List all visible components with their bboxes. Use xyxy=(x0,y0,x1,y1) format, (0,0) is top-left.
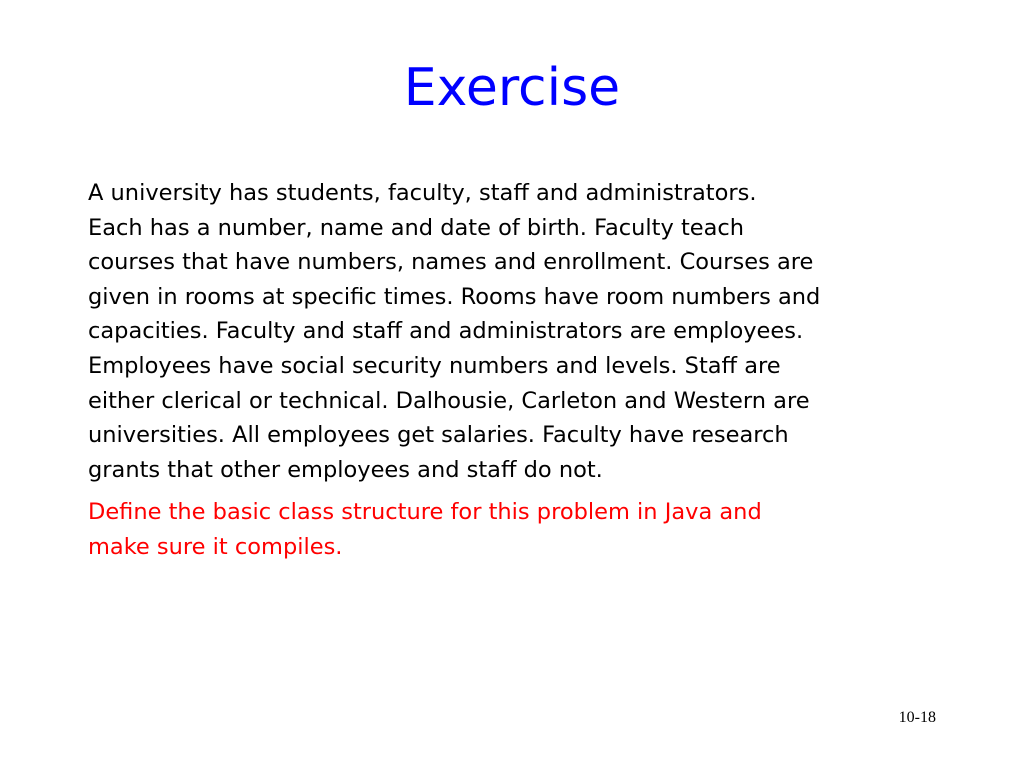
body-line: Each has a number, name and date of birth. Faculty teach xyxy=(88,214,745,241)
body-line: Employees have social security numbers and levels. Staff are xyxy=(88,352,781,379)
body-line: courses that have numbers, names and enrollment. Courses are xyxy=(88,249,814,276)
problem-description xyxy=(88,176,958,487)
slide-body xyxy=(88,176,958,565)
exercise-instruction xyxy=(88,495,958,564)
instruction-line: Define the basic class structure for this problem in Java and xyxy=(88,499,762,526)
instruction-line: make sure it compiles. xyxy=(88,533,343,560)
body-line: universities. All employees get salaries. Faculty have research xyxy=(88,422,789,449)
body-line: given in rooms at specific times. Rooms have room numbers and xyxy=(88,283,821,310)
slide-title: Exercise xyxy=(403,58,621,118)
slide-number: 10-18 xyxy=(898,709,936,726)
body-line: grants that other employees and staff do not. xyxy=(88,456,603,483)
body-line: A university has students, faculty, staff and administrators. xyxy=(88,180,757,206)
body-line: capacities. Faculty and staff and administrators are employees. xyxy=(88,318,804,345)
body-line: either clerical or technical. Dalhousie, Carleton and Western are xyxy=(88,387,810,414)
